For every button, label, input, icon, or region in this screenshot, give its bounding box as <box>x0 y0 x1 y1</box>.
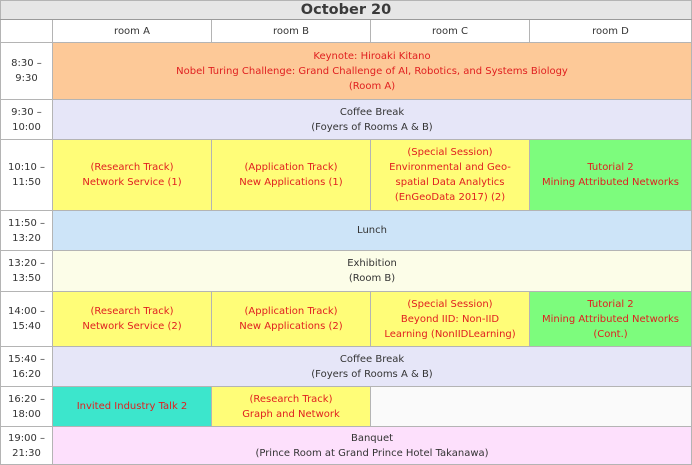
session-research-graph-and-network[interactable] <box>212 387 371 427</box>
session-line: Tutorial 2 <box>587 162 634 173</box>
session-line: Exhibition <box>347 258 397 269</box>
session-application-new-applications-1[interactable] <box>212 140 371 211</box>
header-corner <box>1 20 53 43</box>
time-end: 18:00 <box>12 408 41 420</box>
session-line: Network Service (1) <box>82 177 182 188</box>
time-end: 11:50 <box>12 177 41 188</box>
room-header-b: room B <box>212 20 371 43</box>
time-start: 10:10 – <box>8 162 45 173</box>
session-line: (Special Session) <box>407 298 493 310</box>
schedule-title: October 20 <box>1 1 692 20</box>
session-line: New Applications (2) <box>239 321 343 332</box>
time-end: 10:00 <box>12 121 41 133</box>
time-start: 14:00 – <box>8 306 45 317</box>
time-start: 15:40 – <box>8 353 45 365</box>
room-header-d: room D <box>530 20 692 43</box>
session-line: Tutorial 2 <box>587 298 634 310</box>
time-slot <box>1 251 53 292</box>
session-tutorial-2-cont[interactable] <box>530 292 692 347</box>
time-end: 15:40 <box>12 321 41 332</box>
session-line: Coffee Break <box>339 106 405 118</box>
time-slot <box>1 427 53 465</box>
time-slot <box>1 211 53 251</box>
session-line: (Cont.) <box>593 328 628 340</box>
session-line: Mining Attributed Networks <box>541 177 680 188</box>
coffee-break-session <box>53 347 692 387</box>
session-line: Beyond IID: Non-IID <box>400 313 500 325</box>
session-line: Coffee Break <box>339 353 405 365</box>
session-line: (Special Session) <box>407 147 493 158</box>
session-line: (Room A) <box>348 80 396 92</box>
session-line: (Research Track) <box>249 393 333 405</box>
exhibition-session <box>53 251 692 292</box>
session-line: Invited Industry Talk 2 <box>76 401 188 412</box>
session-line: (Prince Room at Grand Prince Hotel Takanawa) <box>255 447 489 459</box>
session-line: Nobel Turing Challenge: Grand Challenge of AI, Robotics, and Systems Biology <box>176 65 568 77</box>
time-slot <box>1 140 53 211</box>
banquet-session <box>53 427 692 465</box>
time-slot <box>1 100 53 140</box>
session-line: (Application Track) <box>244 162 338 173</box>
time-end: 9:30 <box>15 73 38 84</box>
time-start: 19:00 – <box>8 432 45 444</box>
keynote-session[interactable] <box>53 43 692 100</box>
time-slot <box>1 387 53 427</box>
time-start: 16:20 – <box>8 393 45 405</box>
session-line: Environmental and Geo- <box>389 162 511 173</box>
session-special-engeodata[interactable] <box>371 140 530 211</box>
session-line: (Research Track) <box>90 162 174 173</box>
session-line: (EnGeoData 2017) (2) <box>394 192 506 203</box>
session-line: spatial Data Analytics <box>395 177 505 188</box>
lunch-session <box>53 211 692 251</box>
session-line: (Research Track) <box>90 306 174 317</box>
session-line: Lunch <box>357 225 387 236</box>
session-research-network-service-1[interactable] <box>53 140 212 211</box>
session-line: New Applications (1) <box>239 177 343 188</box>
session-tutorial-2[interactable] <box>530 140 692 211</box>
session-line: Banquet <box>350 432 394 444</box>
session-line: (Foyers of Rooms A & B) <box>311 121 433 133</box>
time-slot <box>1 292 53 347</box>
room-header-a: room A <box>53 20 212 43</box>
time-end: 16:20 <box>12 368 41 380</box>
session-special-noniid-learning[interactable] <box>371 292 530 347</box>
session-line: Graph and Network <box>242 408 340 420</box>
time-start: 8:30 – <box>11 58 42 69</box>
session-line: Keynote: Hiroaki Kitano <box>313 50 431 62</box>
time-start: 9:30 – <box>11 106 42 118</box>
session-line: Mining Attributed Networks <box>541 313 680 325</box>
session-line: Network Service (2) <box>82 321 182 332</box>
empty-slot <box>371 387 692 427</box>
time-end: 13:20 <box>12 232 41 244</box>
session-line: Learning (NonIIDLearning) <box>384 328 516 340</box>
time-end: 13:50 <box>12 273 41 284</box>
time-end: 21:30 <box>12 447 41 459</box>
session-invited-industry-talk-2[interactable] <box>53 387 212 427</box>
time-start: 11:50 – <box>8 217 45 229</box>
session-application-new-applications-2[interactable] <box>212 292 371 347</box>
time-slot <box>1 43 53 100</box>
time-slot <box>1 347 53 387</box>
session-research-network-service-2[interactable] <box>53 292 212 347</box>
coffee-break-session <box>53 100 692 140</box>
session-line: (Room B) <box>348 273 396 284</box>
session-line: (Foyers of Rooms A & B) <box>311 368 433 380</box>
session-line: (Application Track) <box>244 306 338 317</box>
time-start: 13:20 – <box>8 258 45 269</box>
room-header-c: room C <box>371 20 530 43</box>
